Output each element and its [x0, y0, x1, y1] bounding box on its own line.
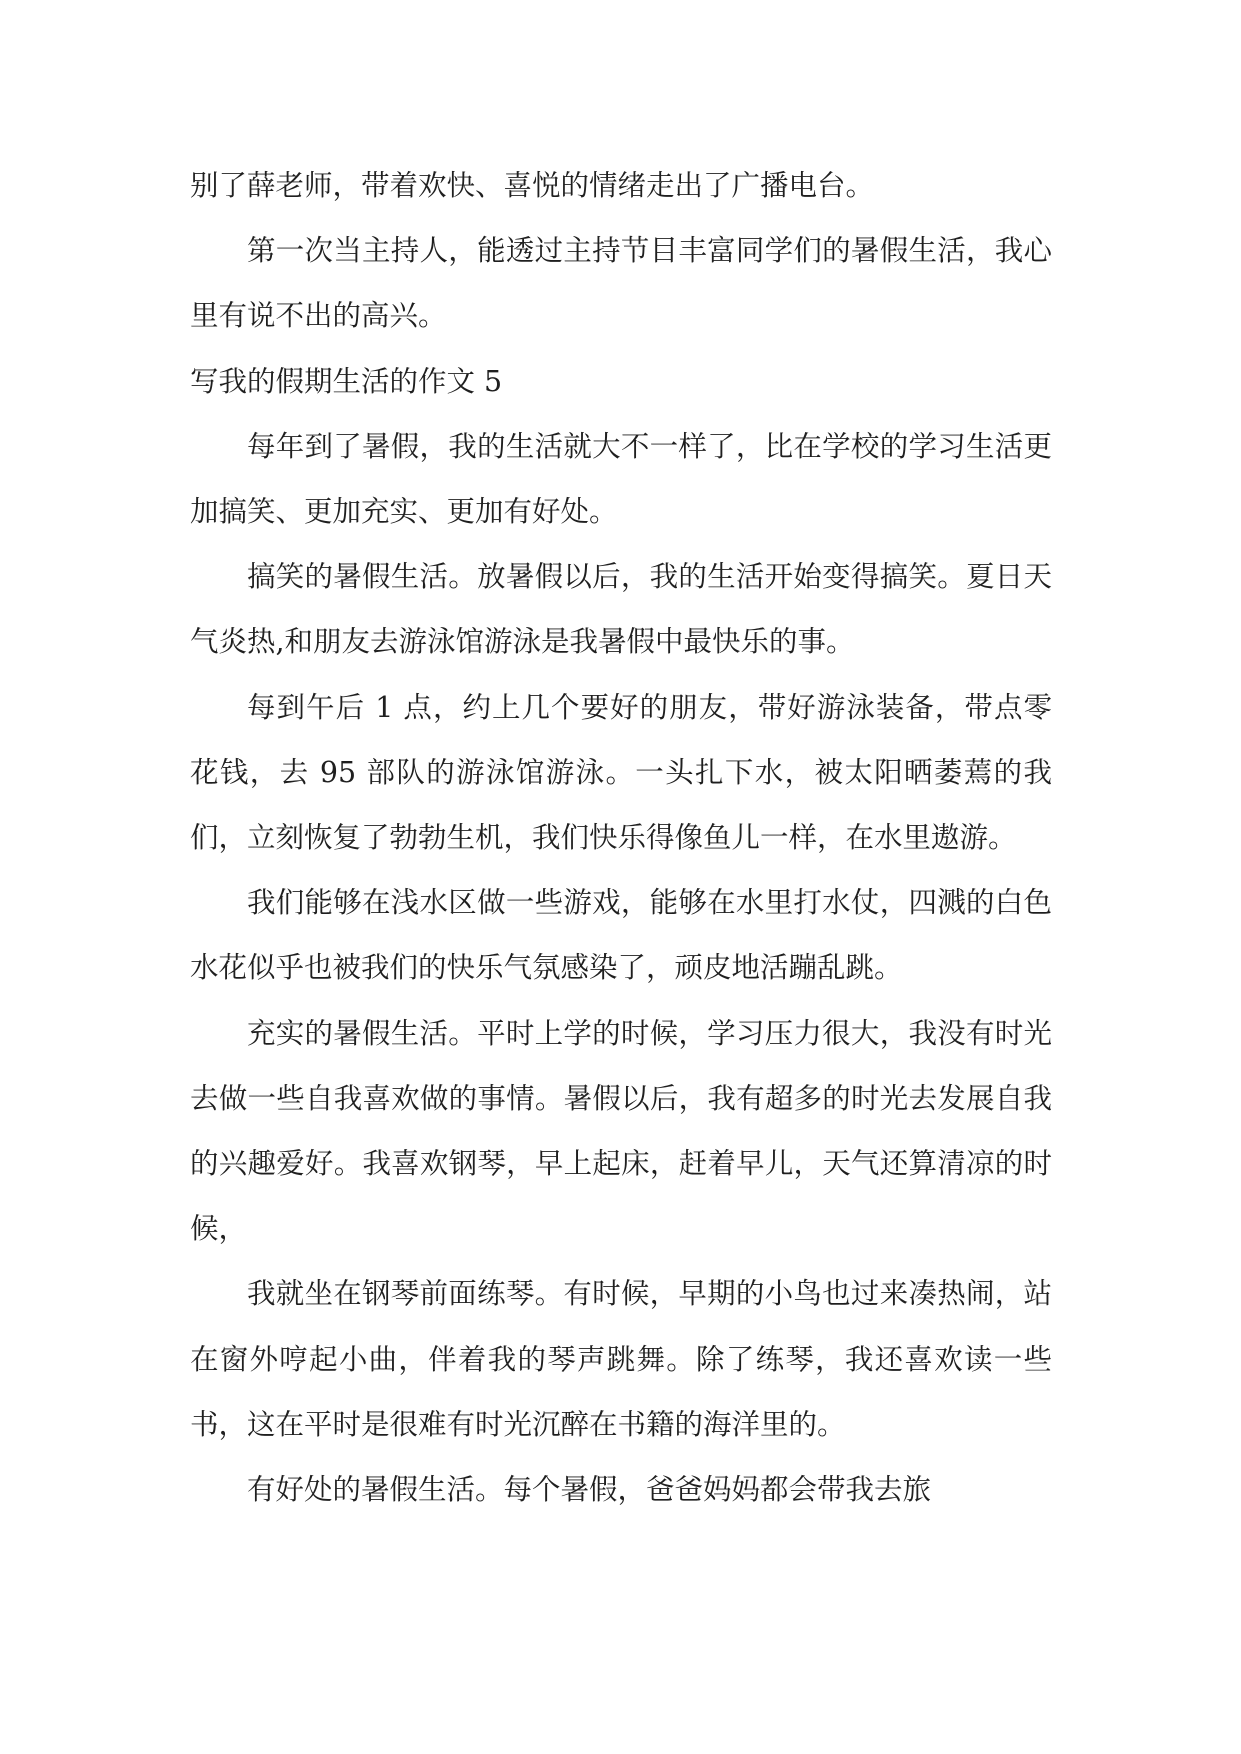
paragraph: 每年到了暑假，我的生活就大不一样了，比在学校的学习生活更加搞笑、更加充实、更加有好处。	[190, 429, 1052, 529]
paragraph: 每到午后 1 点，约上几个要好的朋友，带好游泳装备，带点零花钱，去 95 部队的游泳馆游泳。一头扎下水，被太阳晒萎蔫的我们，立刻恢复了勃勃生机，我们快乐得像鱼儿一样，在水里遨游。	[190, 690, 1052, 855]
paragraph: 我们能够在浅水区做一些游戏，能够在水里打水仗，四溅的白色水花似乎也被我们的快乐气氛感染了，顽皮地活蹦乱跳。	[190, 886, 1052, 985]
paragraph: 别了薛老师，带着欢快、喜悦的情绪走出了广播电台。	[190, 169, 875, 202]
paragraph: 搞笑的暑假生活。放暑假以后，我的生活开始变得搞笑。夏日天气炎热,和朋友去游泳馆游泳是我暑假中最快乐的事。	[190, 560, 1052, 659]
paragraph: 充实的暑假生活。平时上学的时候，学习压力很大，我没有时光去做一些自我喜欢做的事情。暑假以后，我有超多的时光去发展自我的兴趣爱好。我喜欢钢琴，早上起床，赶着早儿，天气还算清凉的时候，	[190, 1016, 1052, 1246]
body-text	[190, 153, 1052, 1522]
section-heading: 写我的假期生活的作文 5	[190, 364, 503, 398]
paragraph: 第一次当主持人，能透过主持节目丰富同学们的暑假生活，我心里有说不出的高兴。	[190, 234, 1052, 333]
paragraph: 我就坐在钢琴前面练琴。有时候，早期的小鸟也过来凑热闹，站在窗外哼起小曲，伴着我的琴声跳舞。除了练琴，我还喜欢读一些书，这在平时是很难有时光沉醉在书籍的海洋里的。	[190, 1277, 1052, 1441]
paragraph: 有好处的暑假生活。每个暑假，爸爸妈妈都会带我去旅	[247, 1473, 932, 1507]
